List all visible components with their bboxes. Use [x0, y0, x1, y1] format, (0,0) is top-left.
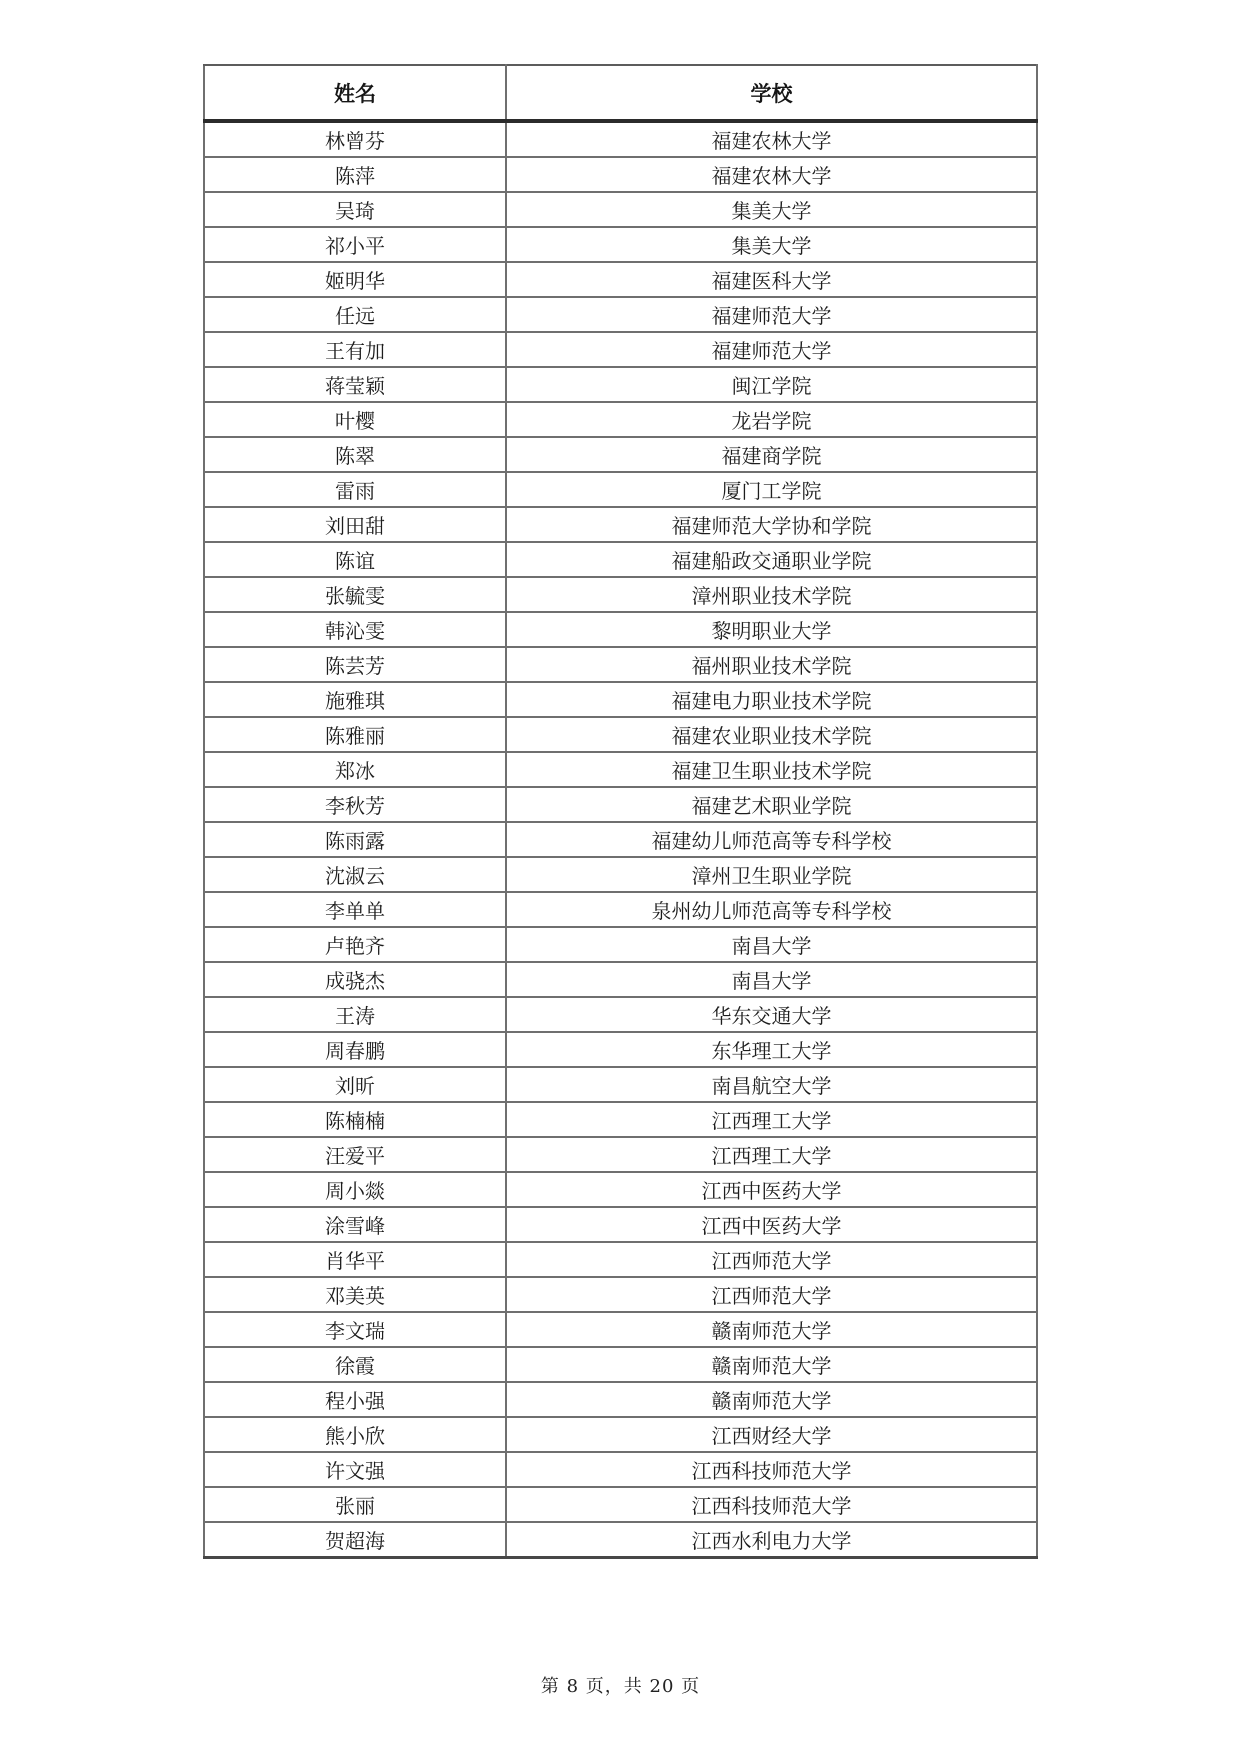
name-cell: 程小强 [204, 1382, 506, 1417]
school-cell: 闽江学院 [506, 367, 1037, 402]
header-row [204, 65, 1037, 121]
name-cell: 王涛 [204, 997, 506, 1032]
table-row [204, 927, 1037, 962]
name-cell: 陈雅丽 [204, 717, 506, 752]
table-row [204, 962, 1037, 997]
school-cell: 集美大学 [506, 227, 1037, 262]
table-row [204, 752, 1037, 787]
table-row [204, 612, 1037, 647]
school-cell: 厦门工学院 [506, 472, 1037, 507]
name-cell: 雷雨 [204, 472, 506, 507]
name-cell: 李单单 [204, 892, 506, 927]
school-cell: 福建商学院 [506, 437, 1037, 472]
name-cell: 陈楠楠 [204, 1102, 506, 1137]
name-cell: 张毓雯 [204, 577, 506, 612]
table-row [204, 1487, 1037, 1522]
name-cell: 祁小平 [204, 227, 506, 262]
school-cell: 江西师范大学 [506, 1242, 1037, 1277]
school-cell: 赣南师范大学 [506, 1312, 1037, 1347]
name-cell: 贺超海 [204, 1522, 506, 1558]
table-row [204, 997, 1037, 1032]
table-row [204, 1102, 1037, 1137]
school-cell: 福建卫生职业技术学院 [506, 752, 1037, 787]
table-row [204, 121, 1037, 157]
school-cell: 江西科技师范大学 [506, 1487, 1037, 1522]
name-cell: 陈谊 [204, 542, 506, 577]
school-cell: 江西理工大学 [506, 1102, 1037, 1137]
table-row [204, 1137, 1037, 1172]
school-cell: 南昌大学 [506, 962, 1037, 997]
school-cell: 漳州职业技术学院 [506, 577, 1037, 612]
table-row [204, 157, 1037, 192]
school-cell: 集美大学 [506, 192, 1037, 227]
school-cell: 福建农林大学 [506, 121, 1037, 157]
school-cell: 福建幼儿师范高等专科学校 [506, 822, 1037, 857]
name-cell: 蒋莹颖 [204, 367, 506, 402]
name-cell: 成骁杰 [204, 962, 506, 997]
school-cell: 福建电力职业技术学院 [506, 682, 1037, 717]
table-row [204, 1522, 1037, 1558]
table-body [204, 121, 1037, 1558]
table-row [204, 192, 1037, 227]
name-cell: 邓美英 [204, 1277, 506, 1312]
table-row [204, 822, 1037, 857]
name-cell: 李文瑞 [204, 1312, 506, 1347]
school-cell: 赣南师范大学 [506, 1347, 1037, 1382]
name-cell: 郑冰 [204, 752, 506, 787]
school-cell: 漳州卫生职业学院 [506, 857, 1037, 892]
column-header-name: 姓名 [204, 65, 506, 121]
table-row [204, 1032, 1037, 1067]
name-cell: 陈雨露 [204, 822, 506, 857]
name-cell: 任远 [204, 297, 506, 332]
name-cell: 汪爱平 [204, 1137, 506, 1172]
school-cell: 江西科技师范大学 [506, 1452, 1037, 1487]
table-row [204, 1382, 1037, 1417]
school-cell: 华东交通大学 [506, 997, 1037, 1032]
school-cell: 泉州幼儿师范高等专科学校 [506, 892, 1037, 927]
table-row [204, 262, 1037, 297]
table-row [204, 892, 1037, 927]
name-cell: 陈翠 [204, 437, 506, 472]
name-cell: 肖华平 [204, 1242, 506, 1277]
page-number: 第 8 页，共 20 页 [540, 1676, 701, 1697]
table-row [204, 857, 1037, 892]
name-cell: 吴琦 [204, 192, 506, 227]
table-row [204, 1207, 1037, 1242]
name-cell: 周小燚 [204, 1172, 506, 1207]
name-cell: 刘田甜 [204, 507, 506, 542]
name-cell: 韩沁雯 [204, 612, 506, 647]
name-cell: 林曾芬 [204, 121, 506, 157]
table-row [204, 332, 1037, 367]
table-row [204, 297, 1037, 332]
table-row [204, 1172, 1037, 1207]
school-cell: 福建农林大学 [506, 157, 1037, 192]
school-cell: 江西师范大学 [506, 1277, 1037, 1312]
table-row [204, 787, 1037, 822]
name-cell: 张丽 [204, 1487, 506, 1522]
table-row [204, 577, 1037, 612]
name-cell: 王有加 [204, 332, 506, 367]
table-row [204, 227, 1037, 262]
school-cell: 龙岩学院 [506, 402, 1037, 437]
table-row [204, 1417, 1037, 1452]
table-row [204, 1452, 1037, 1487]
name-cell: 姬明华 [204, 262, 506, 297]
school-cell: 福建师范大学协和学院 [506, 507, 1037, 542]
name-cell: 徐霞 [204, 1347, 506, 1382]
name-cell: 卢艳齐 [204, 927, 506, 962]
roster-table [203, 64, 1038, 1559]
table-row [204, 507, 1037, 542]
school-cell: 江西理工大学 [506, 1137, 1037, 1172]
school-cell: 江西财经大学 [506, 1417, 1037, 1452]
table-row [204, 682, 1037, 717]
school-cell: 赣南师范大学 [506, 1382, 1037, 1417]
table-row [204, 542, 1037, 577]
school-cell: 福建师范大学 [506, 332, 1037, 367]
table-row [204, 472, 1037, 507]
table-row [204, 647, 1037, 682]
table-row [204, 437, 1037, 472]
school-cell: 福建师范大学 [506, 297, 1037, 332]
school-cell: 南昌大学 [506, 927, 1037, 962]
school-cell: 福建医科大学 [506, 262, 1037, 297]
table-row [204, 1242, 1037, 1277]
school-cell: 江西中医药大学 [506, 1207, 1037, 1242]
table-row [204, 1312, 1037, 1347]
name-cell: 周春鹏 [204, 1032, 506, 1067]
school-cell: 江西中医药大学 [506, 1172, 1037, 1207]
name-cell: 陈芸芳 [204, 647, 506, 682]
name-cell: 许文强 [204, 1452, 506, 1487]
name-cell: 沈淑云 [204, 857, 506, 892]
school-cell: 福建船政交通职业学院 [506, 542, 1037, 577]
table-row [204, 1347, 1037, 1382]
name-cell: 刘昕 [204, 1067, 506, 1102]
name-cell: 陈萍 [204, 157, 506, 192]
table-header [204, 65, 1037, 121]
name-cell: 熊小欣 [204, 1417, 506, 1452]
school-cell: 福建农业职业技术学院 [506, 717, 1037, 752]
table-row [204, 1067, 1037, 1102]
school-cell: 福建艺术职业学院 [506, 787, 1037, 822]
school-cell: 南昌航空大学 [506, 1067, 1037, 1102]
table-row [204, 402, 1037, 437]
school-cell: 江西水利电力大学 [506, 1522, 1037, 1558]
table-row [204, 367, 1037, 402]
school-cell: 东华理工大学 [506, 1032, 1037, 1067]
school-cell: 福州职业技术学院 [506, 647, 1037, 682]
column-header-school: 学校 [506, 65, 1037, 121]
name-cell: 李秋芳 [204, 787, 506, 822]
school-cell: 黎明职业大学 [506, 612, 1037, 647]
table-row [204, 1277, 1037, 1312]
name-cell: 施雅琪 [204, 682, 506, 717]
name-cell: 叶樱 [204, 402, 506, 437]
table-row [204, 717, 1037, 752]
name-cell: 涂雪峰 [204, 1207, 506, 1242]
